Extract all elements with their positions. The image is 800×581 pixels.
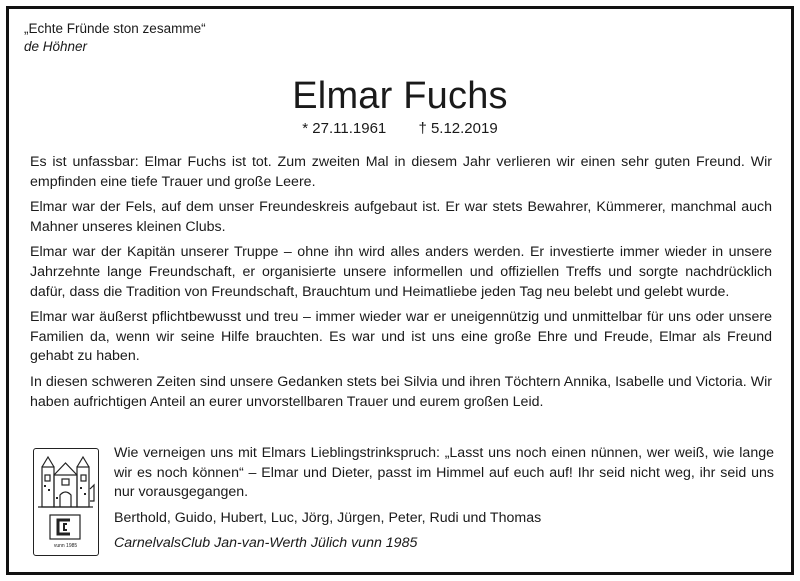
paragraph: Es ist unfassbar: Elmar Fuchs ist tot. Zum zweiten Mal in diesem Jahr verlieren wir einen sehr guten Freund. Wir empfinden eine tiefe Trauer und große Leere. <box>30 154 772 190</box>
club-crest-icon <box>33 448 99 556</box>
crest-caption: vunn 1985 <box>53 543 78 549</box>
paragraph: Elmar war äußerst pflichtbewusst und treu – immer wieder war er uneigennützig und unmittelbar für uns oder unsere Familien da, wenn wir seine Hilfe brauchten. Es war und ist uns eine große Ehre und Freude, Elmar als Freund gehabt zu haben. <box>30 309 772 365</box>
life-dates <box>0 120 800 138</box>
paragraph: Elmar war der Kapitän unserer Truppe – ohne ihn wird alles anders werden. Er investierte immer wieder in unsere Jahrzehnte lange Freundschaft, er organisierte unsere informellen und offiziellen Treffs und sorgte nachdrücklich dafür, dass die Tradition von Freundschaft, Brauchtum und Heimatliebe jeden Tag neu belebt und gelebt wurde. <box>30 244 772 300</box>
club-name: CarnelvalsClub Jan-van-Werth Jülich vunn 1985 <box>114 535 418 552</box>
motto-author: de Höhner <box>24 39 88 54</box>
paragraph: In diesen schweren Zeiten sind unsere Gedanken stets bei Silvia und ihren Töchtern Annika, Isabelle und Victoria. Wir haben aufrichtigen Anteil an eurer unvorstellbaren Trauer und eurem großen Leid. <box>30 373 772 410</box>
motto-quote: „Echte Fründe ston zesamme“ <box>24 21 206 36</box>
deceased-name: Elmar Fuchs <box>292 75 508 117</box>
obituary-text <box>30 153 772 418</box>
death-date: † 5.12.2019 <box>418 120 498 137</box>
motto-block <box>24 20 206 56</box>
farewell-text: Wie verneigen uns mit Elmars Lieblingstrinkspruch: „Lasst uns noch einen nünnen, wer weiß, wie lange wir es noch können“ – Elmar und Dieter, passt im Himmel auf euch auf! Ihr seid nicht weg, ihr seid uns nur vorausgegangen. <box>114 445 774 501</box>
birth-date: * 27.11.1961 <box>302 120 387 137</box>
closing-block <box>114 444 774 554</box>
paragraph: Elmar war der Fels, auf dem unser Freundeskreis aufgebaut ist. Er war stets Bewahrer, Kümmerer, manchmal auch Mahner unseres kleinen Clubs. <box>30 199 772 235</box>
signatory-names: Berthold, Guido, Hubert, Luc, Jörg, Jürgen, Peter, Rudi und Thomas <box>114 509 542 526</box>
